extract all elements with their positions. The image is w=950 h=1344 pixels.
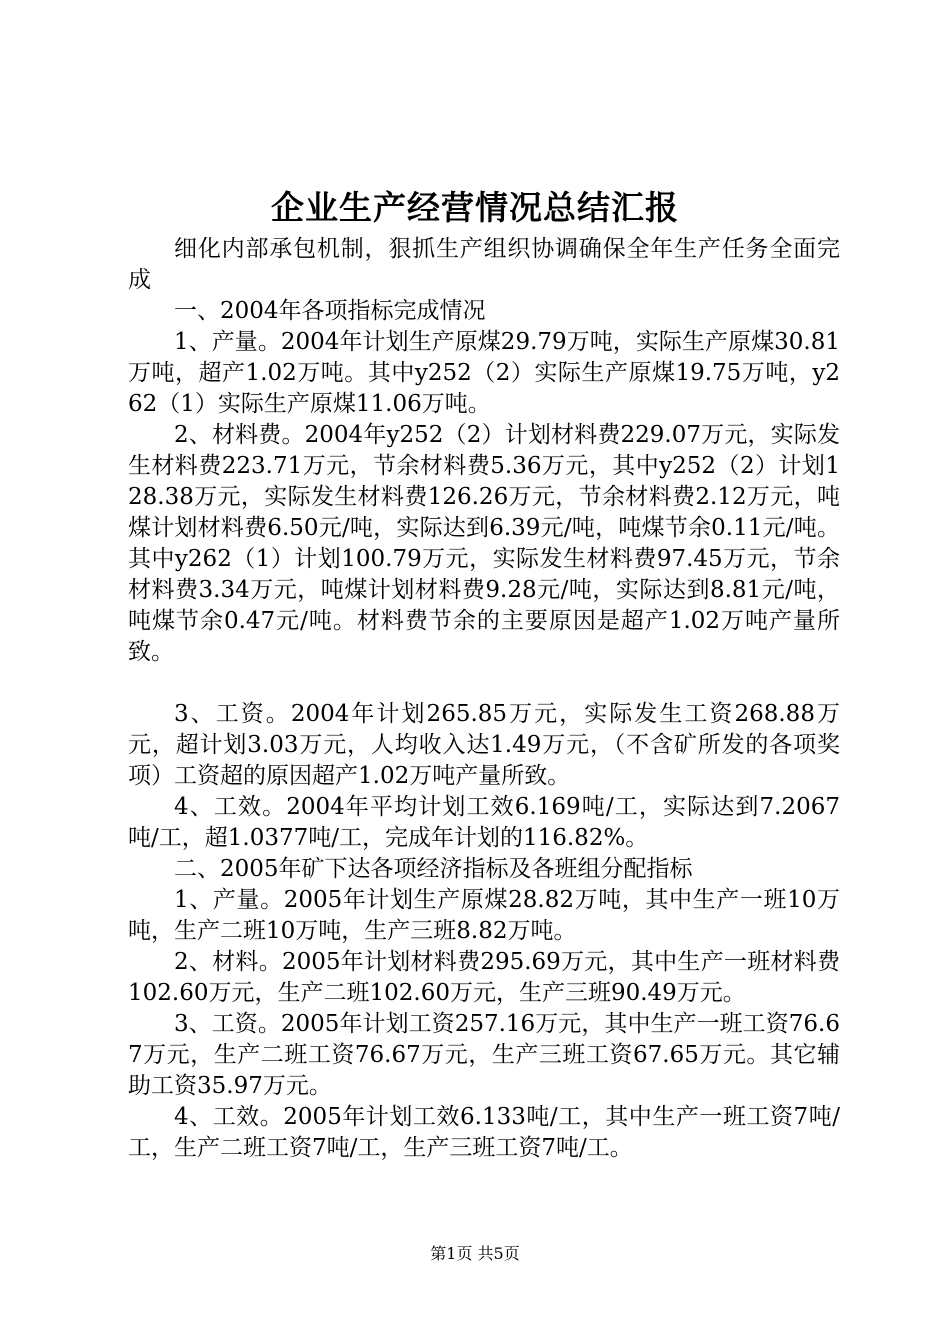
section-heading-2004: 一、2004年各项指标完成情况 bbox=[174, 298, 486, 324]
paragraph-2004-materials: 2、材料费。2004年y252（2）计划材料费229.07万元，实际发生材料费223.71万元，节余材料费5.36万元，其中y252（2）计划128.38万元，实际发生材料费126.26万元，节余材料费2.12万元，吨煤计划材料费6.50元/吨，实际达到6.39元/吨，吨煤节余0.11元/吨。其中y262（1）计划100.79万元，实际发生材料费97.45万元，节余材料费3.34万元，吨煤计划材料费9.28元/吨，实际达到8.81元/吨，吨煤节余0.47元/吨。材料费节余的主要原因是超产1.02万吨产量所致。 bbox=[128, 422, 840, 665]
paragraph-2005-materials: 2、材料。2005年计划材料费295.69万元，其中生产一班材料费102.60万元，生产二班102.60万元，生产三班90.49万元。 bbox=[128, 949, 840, 1006]
paragraph-2005-wages: 3、工资。2005年计划工资257.16万元，其中生产一班工资76.67万元，生产二班工资76.67万元，生产三班工资67.65万元。其它辅助工资35.97万元。 bbox=[128, 1011, 840, 1099]
paragraph-2004-efficiency: 4、工效。2004年平均计划工效6.169吨/工，实际达到7.2067吨/工，超1.0377吨/工，完成年计划的116.82%。 bbox=[128, 794, 840, 851]
document-title: 企业生产经营情况总结汇报 bbox=[271, 188, 679, 227]
paragraph-intro: 细化内部承包机制，狠抓生产组织协调确保全年生产任务全面完成 bbox=[128, 236, 840, 293]
page-footer: 第1页 共5页 bbox=[430, 1244, 520, 1263]
paragraph-2004-output: 1、产量。2004年计划生产原煤29.79万吨，实际生产原煤30.81万吨，超产1.02万吨。其中y252（2）实际生产原煤19.75万吨，y262（1）实际生产原煤11.06万吨。 bbox=[128, 329, 840, 417]
paragraph-2005-efficiency: 4、工效。2005年计划工效6.133吨/工，其中生产一班工资7吨/工，生产二班工资7吨/工，生产三班工资7吨/工。 bbox=[128, 1104, 840, 1161]
section-heading-2005: 二、2005年矿下达各项经济指标及各班组分配指标 bbox=[174, 856, 693, 882]
paragraph-2005-output: 1、产量。2005年计划生产原煤28.82万吨，其中生产一班10万吨，生产二班10万吨，生产三班8.82万吨。 bbox=[128, 887, 840, 944]
document-body bbox=[128, 234, 840, 1164]
paragraph-2004-wages: 3、工资。2004年计划265.85万元，实际发生工资268.88万元，超计划3.03万元，人均收入达1.49万元，（不含矿所发的各项奖项）工资超的原因超产1.02万吨产量所致。 bbox=[128, 701, 840, 789]
